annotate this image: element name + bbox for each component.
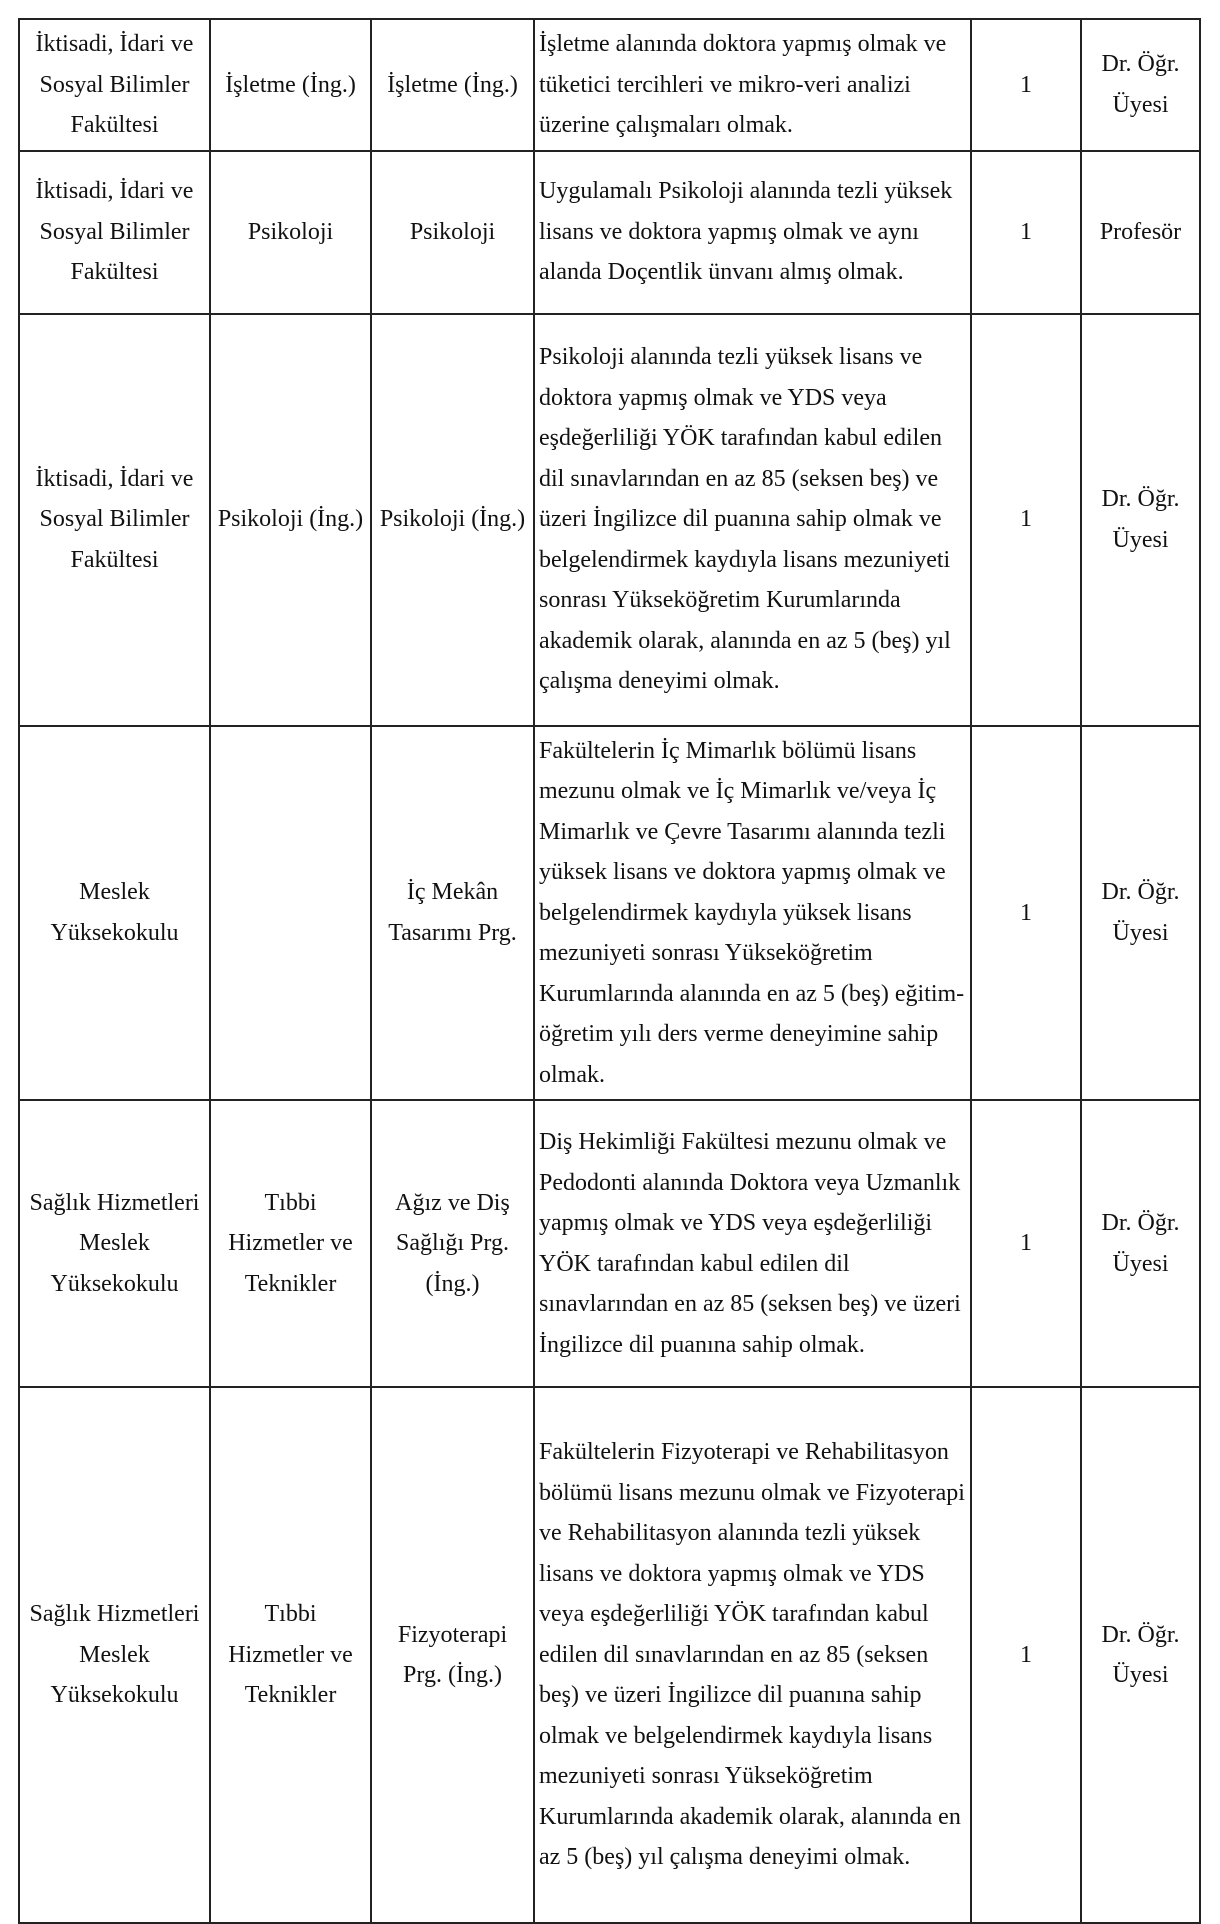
count-cell: 1 [971, 19, 1081, 151]
count-cell: 1 [971, 726, 1081, 1101]
faculty-cell: İktisadi, İdari ve Sosyal Bilimler Fakültesi [19, 314, 210, 726]
count-cell: 1 [971, 151, 1081, 314]
count-cell: 1 [971, 1387, 1081, 1923]
faculty-cell: Meslek Yüksekokulu [19, 726, 210, 1101]
department-cell: İşletme (İng.) [210, 19, 371, 151]
table-row [19, 1100, 1200, 1387]
department-cell: Tıbbi Hizmetler ve Teknikler [210, 1387, 371, 1923]
department-cell: Tıbbi Hizmetler ve Teknikler [210, 1100, 371, 1387]
requirements-cell: Diş Hekimliği Fakültesi mezunu olmak ve Pedodonti alanında Doktora veya Uzmanlık yapmış olmak ve YDS veya eşdeğerliliği YÖK tarafından kabul edilen dil sınavlarından en az 85 (seksen beş) ve üzeri İngilizce dil puanına sahip olmak. [534, 1100, 971, 1387]
table-row [19, 19, 1200, 151]
title-cell: Profesör [1081, 151, 1200, 314]
title-cell: Dr. Öğr. Üyesi [1081, 1100, 1200, 1387]
table-row [19, 151, 1200, 314]
program-cell: İç Mekân Tasarımı Prg. [371, 726, 534, 1101]
program-cell: Fizyoterapi Prg. (İng.) [371, 1387, 534, 1923]
faculty-cell: Sağlık Hizmetleri Meslek Yüksekokulu [19, 1100, 210, 1387]
requirements-cell: Uygulamalı Psikoloji alanında tezli yüksek lisans ve doktora yapmış olmak ve aynı alanda Doçentlik ünvanı almış olmak. [534, 151, 971, 314]
faculty-cell: İktisadi, İdari ve Sosyal Bilimler Fakültesi [19, 151, 210, 314]
department-cell: Psikoloji [210, 151, 371, 314]
program-cell: Ağız ve Diş Sağlığı Prg. (İng.) [371, 1100, 534, 1387]
program-cell: Psikoloji [371, 151, 534, 314]
department-cell [210, 726, 371, 1101]
title-cell: Dr. Öğr. Üyesi [1081, 314, 1200, 726]
table-row [19, 1387, 1200, 1923]
table-row [19, 314, 1200, 726]
faculty-cell: İktisadi, İdari ve Sosyal Bilimler Fakültesi [19, 19, 210, 151]
requirements-cell: Fakültelerin Fizyoterapi ve Rehabilitasyon bölümü lisans mezunu olmak ve Fizyoterapi ve Rehabilitasyon alanında tezli yüksek lisans ve doktora yapmış olmak ve YDS veya eşdeğerliliği YÖK tarafından kabul edilen dil sınavlarından en az 85 (seksen beş) ve üzeri İngilizce dil puanına sahip olmak ve belgelendirmek kaydıyla lisans mezuniyeti sonrası Yükseköğretim Kurumlarında akademik olarak, alanında en az 5 (beş) yıl çalışma deneyimi olmak. [534, 1387, 971, 1923]
count-cell: 1 [971, 314, 1081, 726]
positions-table [18, 18, 1201, 1924]
count-cell: 1 [971, 1100, 1081, 1387]
program-cell: İşletme (İng.) [371, 19, 534, 151]
requirements-cell: İşletme alanında doktora yapmış olmak ve tüketici tercihleri ve mikro-veri analizi üzerine çalışmaları olmak. [534, 19, 971, 151]
requirements-cell: Psikoloji alanında tezli yüksek lisans ve doktora yapmış olmak ve YDS veya eşdeğerliliği YÖK tarafından kabul edilen dil sınavlarından en az 85 (seksen beş) ve üzeri İngilizce dil puanına sahip olmak ve belgelendirmek kaydıyla lisans mezuniyeti sonrası Yükseköğretim Kurumlarında akademik olarak, alanında en az 5 (beş) yıl çalışma deneyimi olmak. [534, 314, 971, 726]
title-cell: Dr. Öğr. Üyesi [1081, 1387, 1200, 1923]
faculty-cell: Sağlık Hizmetleri Meslek Yüksekokulu [19, 1387, 210, 1923]
title-cell: Dr. Öğr. Üyesi [1081, 19, 1200, 151]
department-cell: Psikoloji (İng.) [210, 314, 371, 726]
program-cell: Psikoloji (İng.) [371, 314, 534, 726]
requirements-cell: Fakültelerin İç Mimarlık bölümü lisans mezunu olmak ve İç Mimarlık ve/veya İç Mimarlık ve Çevre Tasarımı alanında tezli yüksek lisans ve doktora yapmış olmak ve belgelendirmek kaydıyla yüksek lisans mezuniyeti sonrası Yükseköğretim Kurumlarında alanında en az 5 (beş) eğitim-öğretim yılı ders verme deneyimine sahip olmak. [534, 726, 971, 1101]
title-cell: Dr. Öğr. Üyesi [1081, 726, 1200, 1101]
table-row [19, 726, 1200, 1101]
